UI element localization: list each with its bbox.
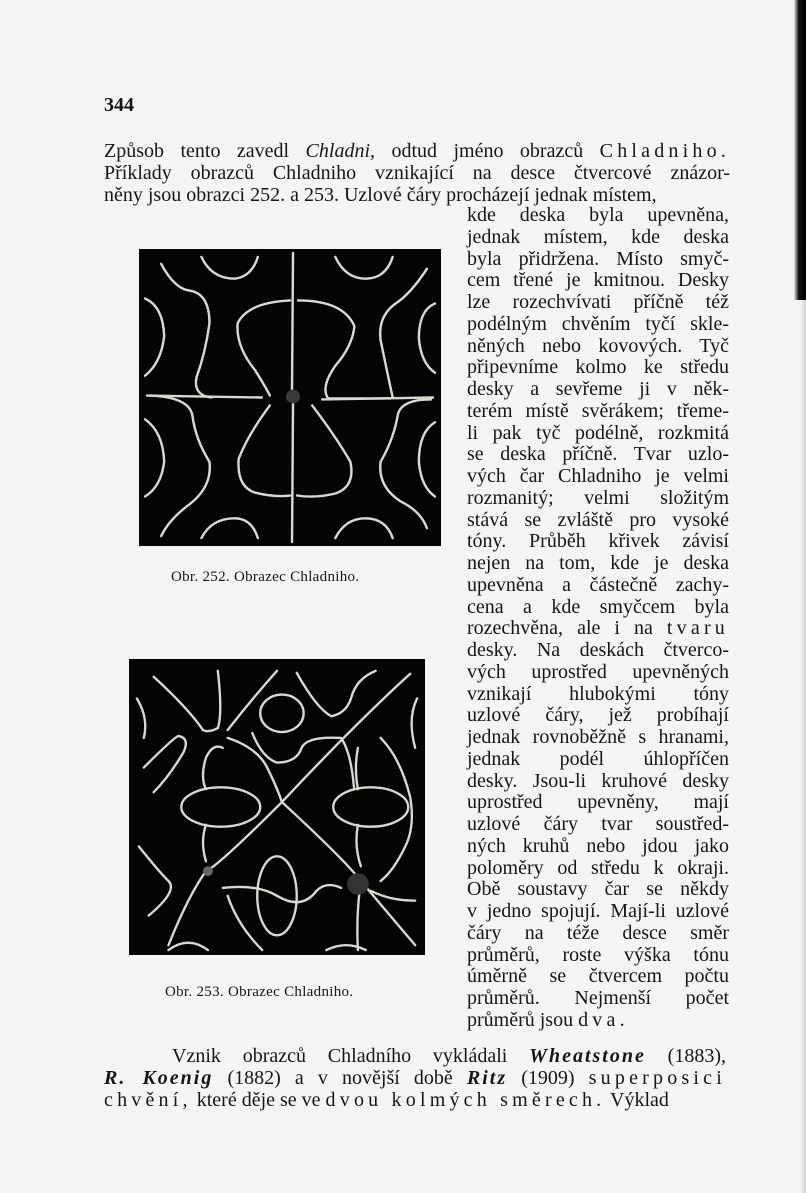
italic-text: Chladni bbox=[305, 140, 370, 162]
text-run: Příklady obrazců Chladniho vznikající na desce čtvercové znázor- bbox=[104, 161, 730, 184]
spaced-emphasis: superposici bbox=[588, 1066, 726, 1089]
figure-253-chladni-pattern bbox=[129, 659, 425, 955]
text-line bbox=[467, 270, 729, 292]
text-run: úměrně se čtvercem počtu bbox=[467, 965, 729, 988]
text-run: průměrů jsou bbox=[467, 1008, 579, 1031]
text-run: upevněna a částečně zachy- bbox=[467, 573, 729, 596]
text-line bbox=[104, 1046, 726, 1068]
spaced-emphasis: tvaru bbox=[666, 617, 729, 640]
text-run: které děje se ve bbox=[191, 1088, 326, 1111]
text-run: uprostřed upevněny, mají bbox=[467, 791, 729, 814]
text-run: lze rozechvívati příčně též bbox=[467, 291, 729, 313]
text-run: cem třené je kmitnou. Desky bbox=[467, 269, 729, 292]
text-run: poloměry od středu k okraji. bbox=[467, 856, 729, 879]
text-line bbox=[467, 879, 729, 901]
text-run: se deska příčně. Tvar uzlo- bbox=[467, 443, 729, 466]
scan-page-edge bbox=[800, 300, 806, 1193]
figure-252-chladni-pattern bbox=[139, 249, 441, 546]
figure-253-caption: Obr. 253. Obrazec Chladniho. bbox=[165, 984, 354, 1000]
spaced-emphasis: dvou kolmých směrech. bbox=[325, 1088, 606, 1111]
text-run: vých čar Chladniho je velmi bbox=[467, 465, 729, 487]
text-line bbox=[467, 749, 729, 771]
text-run: desky a sevřeme ji v něk- bbox=[467, 378, 729, 400]
text-line bbox=[467, 705, 729, 727]
text-line bbox=[467, 662, 729, 684]
text-line bbox=[467, 858, 729, 880]
text-run: rozechvěna, ale i na bbox=[467, 617, 667, 640]
text-run: terém místě svěrákem; třeme- bbox=[467, 399, 729, 422]
intro-paragraph bbox=[104, 141, 730, 206]
text-line bbox=[467, 814, 729, 836]
text-line bbox=[467, 901, 729, 923]
text-line bbox=[467, 466, 729, 488]
text-line bbox=[467, 401, 729, 423]
text-line bbox=[467, 966, 729, 988]
text-line bbox=[467, 249, 729, 271]
text-run: jednak podél úhlopříčen bbox=[467, 747, 729, 770]
text-run: něny jsou obrazci 252. a 253. Uzlové čáry procházejí jednak místem, bbox=[104, 183, 657, 206]
text-run: desky. Jsou-li kruhové desky bbox=[467, 769, 729, 792]
text-line bbox=[104, 1090, 726, 1112]
spaced-emphasis: dva. bbox=[578, 1008, 629, 1031]
text-line bbox=[467, 205, 729, 227]
text-line bbox=[467, 314, 729, 336]
spaced-emphasis: Chladniho. bbox=[599, 140, 730, 162]
text-run: připevníme kolmo ke středu bbox=[467, 356, 729, 379]
text-run: uzlové čáry, jež probíhají bbox=[467, 704, 729, 727]
text-run: vých uprostřed upevněných bbox=[467, 660, 729, 683]
text-run: Obě soustavy čar se někdy bbox=[467, 878, 729, 901]
text-run: (1882) a v novější době bbox=[213, 1066, 467, 1089]
text-line bbox=[104, 163, 730, 185]
text-run: v jedno spojují. Mají-li uzlové bbox=[467, 900, 729, 922]
text-run: Výklad bbox=[605, 1088, 669, 1111]
text-line bbox=[467, 488, 729, 510]
author-name: Wheatstone bbox=[529, 1045, 646, 1067]
text-line bbox=[467, 423, 729, 445]
text-run: čáry na téže desce směr bbox=[467, 921, 729, 944]
text-line bbox=[467, 510, 729, 532]
text-run: Vznik obrazců Chladního vykládali bbox=[172, 1045, 530, 1067]
text-run: Způsob tento zavedl bbox=[104, 140, 306, 162]
text-run: něných nebo kovových. Tyč bbox=[467, 334, 729, 357]
page-number: 344 bbox=[104, 94, 134, 116]
text-line bbox=[467, 336, 729, 358]
text-line bbox=[467, 988, 729, 1010]
text-line bbox=[104, 185, 730, 207]
text-line bbox=[467, 727, 729, 749]
text-run: cena a kde smyčcem byla bbox=[467, 595, 729, 618]
text-run: (1909) bbox=[507, 1066, 589, 1089]
text-line bbox=[467, 792, 729, 814]
text-run: desky. Na deskách čtverco- bbox=[467, 639, 729, 661]
text-line bbox=[104, 1068, 726, 1090]
text-line bbox=[467, 444, 729, 466]
text-run: , odtud jméno obrazců bbox=[370, 140, 600, 162]
text-line bbox=[467, 227, 729, 249]
text-line bbox=[467, 618, 729, 640]
text-run: jednak rovnoběžně s hranami, bbox=[467, 726, 729, 748]
text-line bbox=[467, 923, 729, 945]
text-line bbox=[467, 575, 729, 597]
text-run: rozmanitý; velmi složitým bbox=[467, 486, 729, 509]
text-run: tóny. Průběh křivek závisí bbox=[467, 530, 729, 553]
bottom-paragraph bbox=[104, 1046, 726, 1111]
text-run: nejen na tom, kde je deska bbox=[467, 552, 729, 574]
text-run: stává se zvláště pro vysoké bbox=[467, 508, 729, 531]
text-run: li pak tyč podélně, rozkmitá bbox=[467, 421, 729, 444]
text-line bbox=[467, 531, 729, 553]
text-run: kde deska byla upevněna, bbox=[467, 204, 729, 226]
text-run: uzlové čáry tvar soustřed- bbox=[467, 813, 729, 835]
author-name: Ritz bbox=[466, 1066, 508, 1089]
text-run: průměrů. Nejmenší počet bbox=[467, 987, 729, 1009]
text-line bbox=[467, 1010, 729, 1032]
text-run: vznikají hlubokými tóny bbox=[467, 682, 729, 705]
text-line bbox=[467, 553, 729, 575]
scan-binding-edge bbox=[794, 0, 806, 300]
text-line bbox=[467, 379, 729, 401]
text-run: ných kruhů nebo jdou jako bbox=[467, 834, 729, 857]
author-name: R. Koenig bbox=[104, 1066, 214, 1089]
text-run: byla přidržena. Místo smyč- bbox=[467, 247, 729, 270]
text-line bbox=[467, 836, 729, 858]
text-line bbox=[467, 292, 729, 314]
text-run: průměrů, roste výška tónu bbox=[467, 943, 729, 966]
text-line bbox=[467, 945, 729, 967]
right-column-paragraph bbox=[467, 205, 729, 1032]
text-run: podélným chvěním tyčí skle- bbox=[467, 312, 729, 335]
text-line bbox=[467, 640, 729, 662]
text-run: jednak místem, kde deska bbox=[467, 225, 729, 248]
text-line bbox=[467, 597, 729, 619]
text-line bbox=[467, 684, 729, 706]
text-run: (1883), bbox=[645, 1045, 726, 1067]
text-line bbox=[467, 771, 729, 793]
text-line bbox=[104, 141, 730, 163]
figure-252-caption: Obr. 252. Obrazec Chladniho. bbox=[171, 569, 360, 585]
spaced-emphasis: chvění, bbox=[104, 1088, 192, 1111]
text-line bbox=[467, 357, 729, 379]
